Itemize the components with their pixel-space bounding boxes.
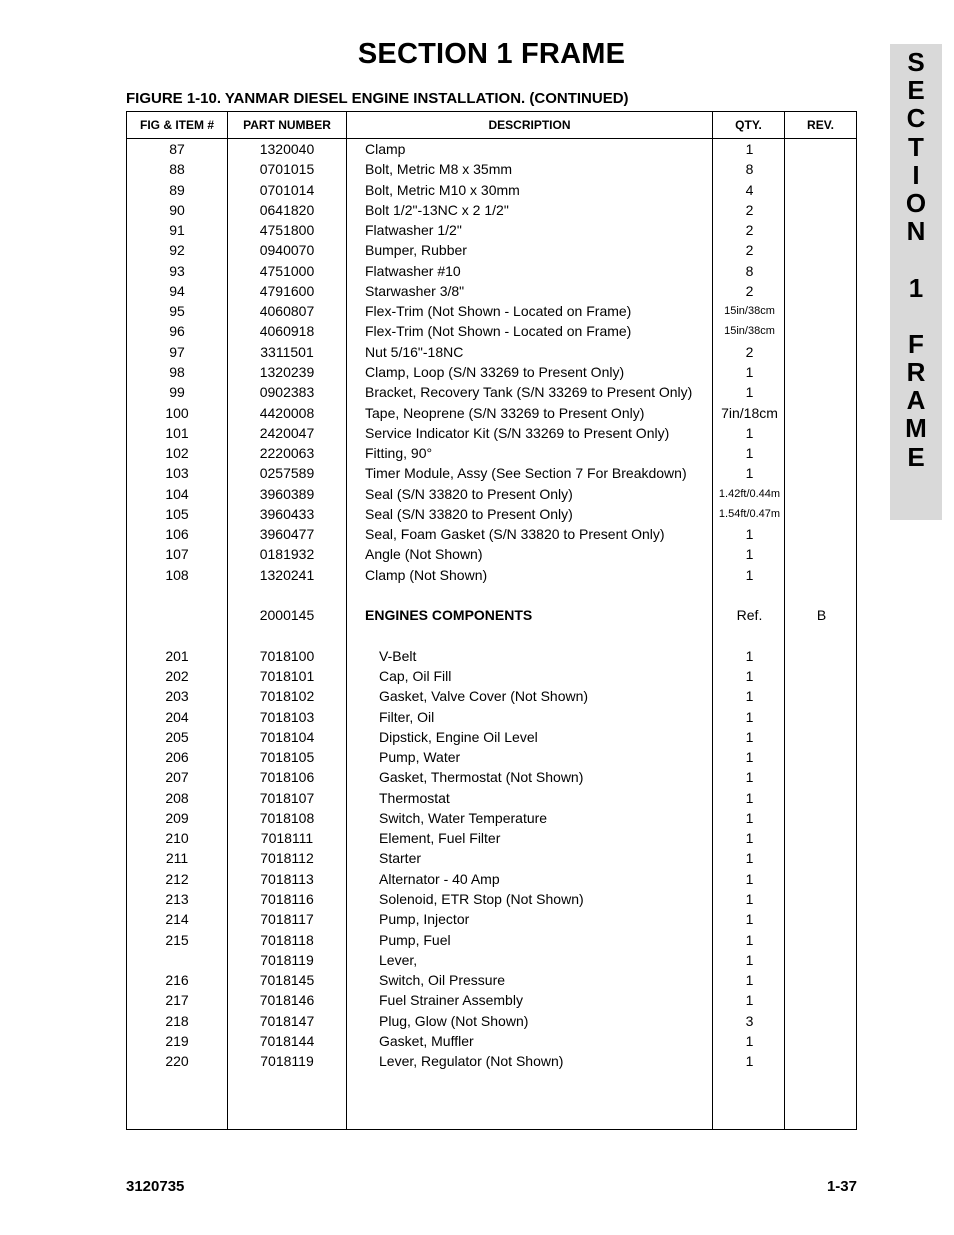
fig-item-cell: 107 [165, 546, 189, 563]
table-row [127, 301, 856, 321]
part-number-cell: 1320239 [259, 363, 315, 380]
part-number-cell: 7018107 [259, 789, 315, 806]
table-row [127, 747, 856, 767]
qty-cell: 8 [745, 262, 754, 279]
part-number-cell: 7018117 [260, 911, 314, 928]
fig-item-cell: 206 [165, 749, 189, 766]
fig-item-cell: 204 [165, 708, 189, 725]
side-tab-letters [890, 48, 942, 471]
part-number-cell: 3960477 [259, 526, 315, 543]
fig-item-cell: 205 [165, 728, 189, 745]
description-cell: Switch, Water Temperature [379, 809, 548, 826]
qty-cell: 2 [745, 282, 754, 299]
description-cell: Dipstick, Engine Oil Level [379, 728, 538, 745]
fig-item-cell: 214 [165, 911, 189, 928]
table-row [127, 403, 856, 423]
description-cell: Seal (S/N 33820 to Present Only) [365, 485, 573, 502]
part-number-cell: 0940070 [259, 242, 315, 259]
fig-item-cell: 90 [169, 201, 185, 218]
side-tab-letter: R [906, 357, 926, 388]
table-row [127, 950, 856, 970]
description-cell: Clamp, Loop (S/N 33269 to Present Only) [365, 363, 625, 380]
table-row [127, 646, 856, 666]
header-qty: QTY. [735, 118, 762, 132]
qty-cell: 1 [745, 647, 754, 664]
figure-title: FIGURE 1-10. YANMAR DIESEL ENGINE INSTALLATION. (CONTINUED) [126, 90, 629, 107]
side-tab-letter: M [905, 413, 927, 444]
table-row [127, 565, 856, 585]
part-number-cell: 7018105 [259, 749, 315, 766]
part-number-cell: 3960433 [259, 505, 315, 522]
description-cell: Flex-Trim (Not Shown - Located on Frame) [365, 323, 632, 340]
fig-item-cell: 219 [165, 1032, 189, 1049]
table-row [127, 889, 856, 909]
part-number-cell: 0701015 [259, 161, 315, 178]
table-row [127, 707, 856, 727]
table-row [127, 524, 856, 544]
description-cell: Gasket, Muffler [379, 1032, 474, 1049]
part-number-cell: 1320040 [259, 141, 315, 157]
table-row [127, 261, 856, 281]
fig-item-cell: 207 [165, 769, 189, 786]
qty-cell: 1 [745, 830, 754, 847]
fig-item-cell: 210 [165, 830, 189, 847]
qty-cell: 1 [745, 445, 754, 462]
fig-item-cell: 98 [169, 363, 185, 380]
part-number-cell: 2420047 [259, 424, 315, 441]
fig-item-cell: 203 [165, 688, 189, 705]
qty-cell: 1.42ft/0.44m [718, 487, 781, 500]
table-row [127, 139, 856, 159]
qty-cell: 8 [745, 161, 754, 178]
fig-item-cell: 97 [169, 343, 185, 360]
table-row [127, 443, 856, 463]
table-row [127, 484, 856, 504]
qty-cell: 1 [745, 749, 754, 766]
qty-cell: 4 [745, 181, 754, 198]
qty-cell: 1.54ft/0.47m [718, 507, 781, 520]
section-title: SECTION 1 FRAME [357, 38, 626, 70]
qty-cell: 7in/18cm [721, 404, 778, 421]
table-row [127, 544, 856, 564]
description-cell: Thermostat [379, 789, 450, 806]
side-tab-letter: S [907, 47, 925, 77]
description-cell: Flatwasher #10 [365, 262, 461, 279]
description-cell: Nut 5/16"-18NC [365, 343, 464, 360]
part-number-cell: 2220063 [259, 445, 315, 462]
part-number-cell: 7018106 [259, 769, 315, 786]
part-number-cell: 0641820 [259, 201, 315, 218]
fig-item-cell: 94 [169, 282, 185, 299]
table-row [127, 200, 856, 220]
description-cell: Tape, Neoprene (S/N 33269 to Present Only) [365, 404, 645, 421]
qty-cell: 1 [745, 972, 754, 989]
table-row [127, 342, 856, 362]
table-row [127, 788, 856, 808]
part-number-cell: 7018102 [259, 688, 315, 705]
side-tab-letter: I [912, 159, 920, 190]
part-number-cell: 0257589 [259, 465, 315, 482]
fig-item-cell: 201 [165, 647, 189, 664]
side-tab-letter: F [908, 328, 924, 359]
fig-item-cell: 102 [165, 445, 189, 462]
qty-cell: 1 [745, 769, 754, 786]
side-tab-letter: E [907, 75, 925, 106]
table-row [127, 869, 856, 889]
table-row [127, 159, 856, 179]
qty-cell: 2 [745, 222, 754, 239]
table-row [127, 686, 856, 706]
description-cell: Timer Module, Assy (See Section 7 For Breakdown) [365, 465, 687, 482]
part-number-cell: 7018144 [259, 1032, 315, 1049]
description-cell: Clamp (Not Shown) [365, 566, 488, 583]
part-number-cell: 7018119 [260, 1053, 314, 1070]
side-tab-letter: E [907, 441, 925, 472]
qty-cell: 1 [745, 951, 754, 968]
qty-cell: 1 [745, 688, 754, 705]
part-number-cell: 7018147 [259, 1012, 315, 1029]
header-description: DESCRIPTION [488, 118, 571, 132]
part-number-cell: 7018116 [260, 890, 314, 907]
qty-cell: 2 [745, 201, 754, 218]
part-number-cell: 0181932 [259, 546, 315, 563]
fig-item-cell: 88 [169, 161, 185, 178]
description-cell: Plug, Glow (Not Shown) [379, 1012, 529, 1029]
qty-cell: 1 [745, 141, 754, 157]
part-number-cell: 7018119 [260, 951, 314, 968]
qty-cell: 3 [745, 1012, 754, 1029]
table-row [127, 990, 856, 1010]
fig-item-cell: 99 [169, 384, 185, 401]
qty-cell: 1 [745, 1032, 754, 1049]
fig-item-cell: 215 [165, 931, 189, 948]
blank-row [127, 625, 856, 645]
description-cell: Pump, Water [379, 749, 461, 766]
description-cell: Pump, Fuel [379, 931, 451, 948]
table-row [127, 970, 856, 990]
qty-cell: 1 [745, 1053, 754, 1070]
qty-cell: 15in/38cm [724, 305, 775, 318]
qty-cell: 1 [745, 870, 754, 887]
fig-item-cell: 216 [165, 972, 189, 989]
header-part-number: PART NUMBER [243, 118, 331, 132]
part-number-cell: 7018145 [259, 972, 315, 989]
qty-cell: 1 [745, 384, 754, 401]
fig-item-cell: 218 [165, 1012, 189, 1029]
description-cell: Clamp [365, 141, 406, 157]
side-tab-letter: 1 [908, 272, 924, 303]
qty-cell: 1 [745, 809, 754, 826]
description-cell: Bolt, Metric M8 x 35mm [365, 161, 513, 178]
description-cell: Flex-Trim (Not Shown - Located on Frame) [365, 303, 632, 320]
description-cell: Seal (S/N 33820 to Present Only) [365, 505, 573, 522]
table-row [127, 180, 856, 200]
table-row [127, 666, 856, 686]
fig-item-cell: 92 [169, 242, 185, 259]
fig-item-cell: 101 [165, 424, 189, 441]
header-rev: REV. [807, 118, 834, 132]
description-cell: Filter, Oil [379, 708, 435, 725]
qty-cell: 2 [745, 343, 754, 360]
fig-item-cell: 208 [165, 789, 189, 806]
qty-cell: 1 [745, 546, 754, 563]
table-row [127, 281, 856, 301]
table-row [127, 909, 856, 929]
description-cell: Bolt 1/2"-13NC x 2 1/2" [365, 201, 509, 218]
description-cell: V-Belt [379, 647, 417, 664]
part-number-cell: 7018113 [260, 870, 314, 887]
description-cell: Fuel Strainer Assembly [379, 992, 523, 1009]
table-row [127, 220, 856, 240]
fig-item-cell: 87 [169, 141, 185, 157]
description-cell: Element, Fuel Filter [379, 830, 501, 847]
fig-item-cell: 213 [165, 890, 189, 907]
fig-item-cell: 100 [165, 404, 189, 421]
description-cell: Solenoid, ETR Stop (Not Shown) [379, 890, 584, 907]
fig-item-cell: 220 [165, 1053, 189, 1070]
fig-item-cell: 103 [165, 465, 189, 482]
table-row [127, 240, 856, 260]
fig-item-cell: 104 [165, 485, 189, 502]
description-cell: Flatwasher 1/2" [365, 222, 462, 239]
table-row [127, 808, 856, 828]
part-number-cell: 4060807 [259, 303, 315, 320]
fig-item-cell: 202 [165, 668, 189, 685]
part-number-cell: 4751000 [259, 262, 315, 279]
table-row [127, 382, 856, 402]
table-row [127, 930, 856, 950]
description-cell: Starter [379, 850, 422, 867]
qty-cell: 1 [745, 728, 754, 745]
qty-cell: 1 [745, 992, 754, 1009]
qty-cell: 1 [745, 789, 754, 806]
fig-item-cell: 91 [169, 222, 185, 239]
part-number-cell: 7018104 [259, 728, 315, 745]
description-cell: Bumper, Rubber [365, 242, 467, 259]
fig-item-cell: 106 [165, 526, 189, 543]
description-cell: Starwasher 3/8" [365, 282, 465, 299]
part-number-cell: 7018108 [259, 809, 315, 826]
side-tab-letter: N [906, 216, 926, 247]
fig-item-cell: 95 [169, 303, 185, 320]
part-number-cell: 4060918 [259, 323, 315, 340]
table-row [127, 423, 856, 443]
qty-cell: 1 [745, 363, 754, 380]
description-cell: ENGINES COMPONENTS [365, 607, 533, 624]
description-cell: Alternator - 40 Amp [379, 870, 500, 887]
fig-item-cell: 212 [165, 870, 189, 887]
fig-item-cell: 96 [169, 323, 185, 340]
qty-cell: 1 [745, 465, 754, 482]
description-cell: Gasket, Thermostat (Not Shown) [379, 769, 584, 786]
qty-cell: 1 [745, 911, 754, 928]
part-number-cell: 1320241 [259, 566, 315, 583]
side-tab-letter: C [906, 103, 926, 134]
fig-item-cell: 209 [165, 809, 189, 826]
document-number: 3120735 [126, 1178, 185, 1195]
table-row [127, 504, 856, 524]
qty-cell: 1 [745, 424, 754, 441]
fig-item-cell: 93 [169, 262, 185, 279]
description-cell: Lever, [379, 951, 418, 968]
table-row [127, 463, 856, 483]
table-row [127, 848, 856, 868]
qty-cell: 1 [745, 566, 754, 583]
description-cell: Cap, Oil Fill [379, 668, 452, 685]
description-cell: Seal, Foam Gasket (S/N 33820 to Present Only) [365, 526, 665, 543]
description-cell: Fitting, 90° [365, 445, 433, 462]
description-cell: Pump, Injector [379, 911, 470, 928]
table-row [127, 321, 856, 341]
part-number-cell: 7018103 [259, 708, 315, 725]
description-cell: Switch, Oil Pressure [379, 972, 506, 989]
part-number-cell: 3311501 [260, 343, 314, 360]
fig-item-cell: 211 [165, 850, 189, 867]
description-cell: Bracket, Recovery Tank (S/N 33269 to Present Only) [365, 384, 693, 401]
side-tab-letter: T [908, 131, 924, 162]
table-row [127, 767, 856, 787]
fig-item-cell: 108 [165, 566, 189, 583]
section-side-tab [890, 44, 942, 520]
qty-cell: 15in/38cm [724, 325, 775, 338]
header-fig-item: FIG & ITEM # [139, 118, 214, 132]
part-number-cell: 7018100 [259, 647, 315, 664]
description-cell: Service Indicator Kit (S/N 33269 to Present Only) [365, 424, 670, 441]
qty-cell: 1 [745, 850, 754, 867]
part-number-cell: 3960389 [259, 485, 315, 502]
table-row [127, 1031, 856, 1051]
part-number-cell: 4791600 [259, 282, 315, 299]
part-number-cell: 0701014 [259, 181, 315, 198]
qty-cell: Ref. [736, 607, 763, 624]
table-row [127, 1051, 856, 1071]
blank-row [127, 585, 856, 605]
table-row [127, 605, 856, 625]
part-number-cell: 4751800 [259, 222, 315, 239]
qty-cell: 1 [745, 931, 754, 948]
side-tab-letter: O [905, 187, 927, 218]
description-cell: Angle (Not Shown) [365, 546, 483, 563]
qty-cell: 1 [745, 708, 754, 725]
description-cell: Lever, Regulator (Not Shown) [379, 1053, 564, 1070]
part-number-cell: 7018146 [259, 992, 315, 1009]
table-row [127, 1011, 856, 1031]
description-cell: Bolt, Metric M10 x 30mm [365, 181, 520, 198]
parts-table [126, 111, 857, 1130]
part-number-cell: 4420008 [259, 404, 315, 421]
qty-cell: 1 [745, 890, 754, 907]
part-number-cell: 7018101 [259, 668, 315, 685]
page-number: 1-37 [826, 1178, 857, 1195]
table-row [127, 727, 856, 747]
part-number-cell: 7018118 [260, 931, 314, 948]
side-tab-letter: A [906, 385, 926, 416]
part-number-cell: 7018112 [260, 850, 314, 867]
rev-cell: B [816, 607, 827, 624]
table-row [127, 828, 856, 848]
part-number-cell: 0902383 [259, 384, 315, 401]
qty-cell: 2 [745, 242, 754, 259]
part-number-cell: 2000145 [259, 607, 315, 624]
fig-item-cell: 217 [165, 992, 189, 1009]
table-row [127, 362, 856, 382]
part-number-cell: 7018111 [260, 830, 314, 847]
qty-cell: 1 [745, 668, 754, 685]
fig-item-cell: 89 [169, 181, 185, 198]
description-cell: Gasket, Valve Cover (Not Shown) [379, 688, 589, 705]
fig-item-cell: 105 [165, 505, 189, 522]
qty-cell: 1 [745, 526, 754, 543]
